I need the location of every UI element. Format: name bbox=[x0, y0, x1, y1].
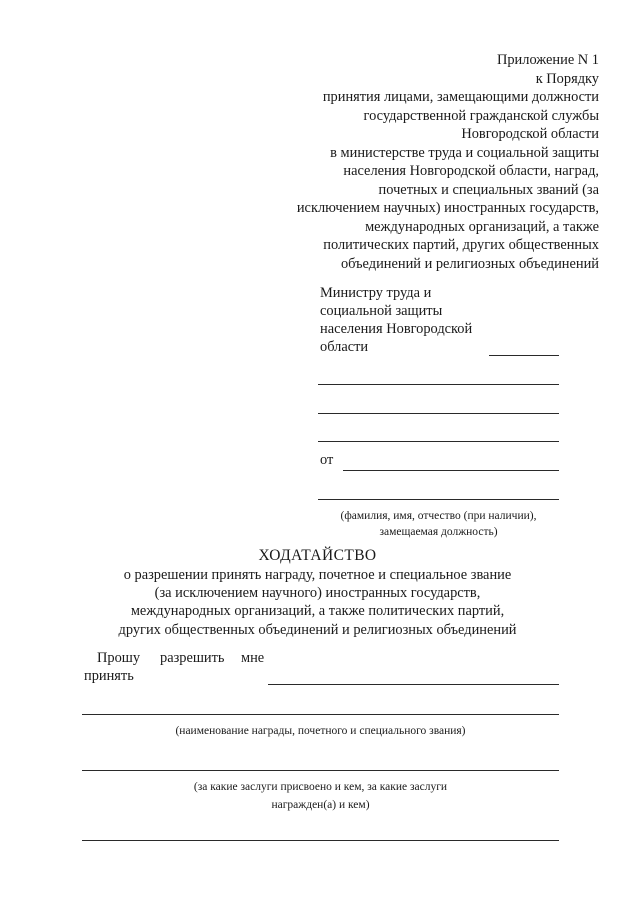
award-fill-line[interactable] bbox=[268, 684, 559, 685]
body-word: разрешить bbox=[160, 650, 225, 666]
addressee-line: населения Новгородской bbox=[320, 321, 473, 337]
fill-line[interactable] bbox=[318, 441, 559, 442]
from-caption: (фамилия, имя, отчество (при наличии), bbox=[340, 510, 537, 522]
body-word: Прошу bbox=[97, 650, 141, 666]
appendix-line: объединений и религиозных объединений bbox=[340, 256, 599, 272]
petition-subtitle-line: о разрешении принять награду, почетное и специальное звание bbox=[123, 567, 512, 583]
addressee-line: области bbox=[320, 339, 369, 355]
fill-line[interactable] bbox=[318, 413, 559, 414]
merit-caption: (за какие заслуги присвоено и кем, за какие заслуги bbox=[193, 781, 448, 793]
from-label: от bbox=[320, 452, 334, 468]
award-caption: (наименование награды, почетного и специального звания) bbox=[175, 725, 466, 737]
appendix-line: Приложение N 1 bbox=[496, 52, 599, 68]
body-word: принять bbox=[84, 668, 134, 684]
appendix-line: к Порядку bbox=[535, 71, 599, 87]
body-word: мне bbox=[241, 650, 265, 666]
appendix-line: почетных и специальных званий (за bbox=[378, 182, 599, 198]
appendix-line: исключением научных) иностранных государств, bbox=[296, 200, 599, 216]
petition-subtitle-line: (за исключением научного) иностранных государств, bbox=[154, 585, 481, 601]
petition-title: ХОДАТАЙСТВО bbox=[258, 547, 377, 564]
from-caption: замещаемая должность) bbox=[379, 526, 498, 538]
appendix-line: международных организаций, а также bbox=[365, 219, 599, 235]
addressee-line: социальной защиты bbox=[320, 303, 443, 319]
petition-subtitle-line: других общественных объединений и религиозных объединений bbox=[118, 622, 517, 638]
addressee-line: Министру труда и bbox=[320, 285, 432, 301]
fill-line[interactable] bbox=[318, 499, 559, 500]
appendix-line: в министерстве труда и социальной защиты bbox=[330, 145, 599, 161]
award-fill-line[interactable] bbox=[82, 714, 559, 715]
fill-line[interactable] bbox=[489, 355, 559, 356]
from-fill-line[interactable] bbox=[343, 470, 559, 471]
appendix-line: Новгородской области bbox=[461, 126, 599, 142]
merit-fill-line[interactable] bbox=[82, 840, 559, 841]
merit-fill-line[interactable] bbox=[82, 770, 559, 771]
appendix-line: населения Новгородской области, наград, bbox=[343, 163, 599, 179]
merit-caption: награжден(а) и кем) bbox=[271, 799, 370, 811]
fill-line[interactable] bbox=[318, 384, 559, 385]
appendix-line: государственной гражданской службы bbox=[363, 108, 599, 124]
appendix-line: принятия лицами, замещающими должности bbox=[322, 89, 599, 105]
petition-subtitle-line: международных организаций, а также политических партий, bbox=[130, 603, 505, 619]
appendix-line: политических партий, других общественных bbox=[323, 237, 599, 253]
